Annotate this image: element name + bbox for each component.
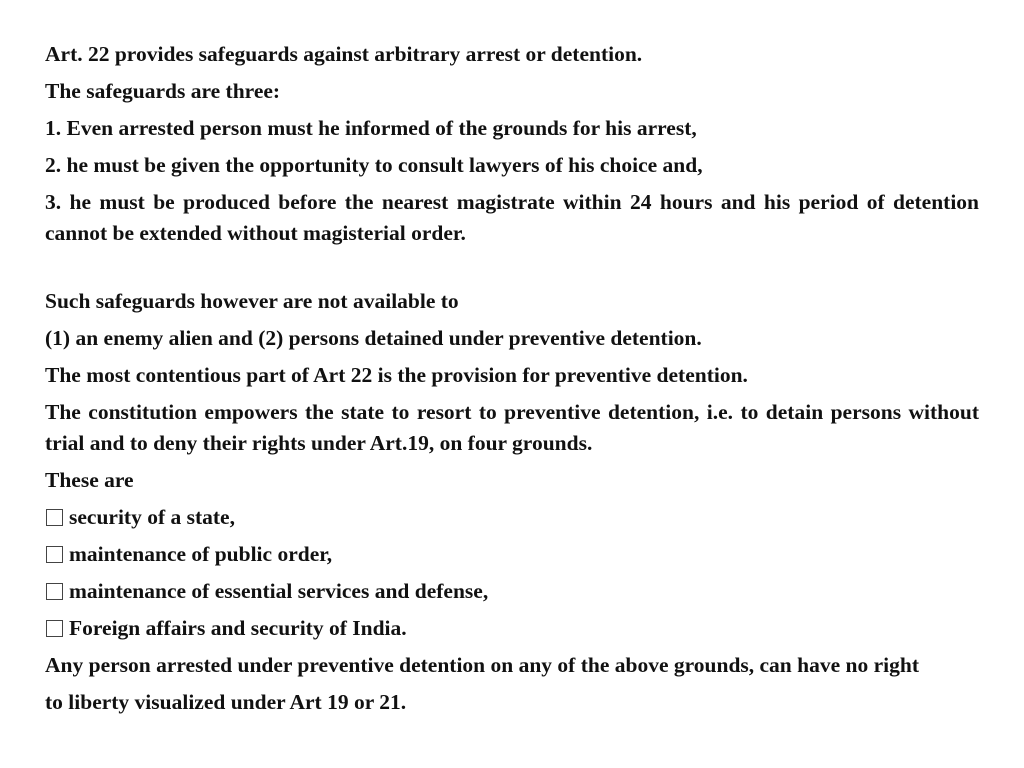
bullet-box-icon [46, 583, 63, 600]
safeguard-item-2: 2. he must be given the opportunity to consult lawyers of his choice and, [45, 153, 703, 177]
intro-line-2: The safeguards are three: [45, 79, 281, 103]
ground-item [45, 576, 979, 607]
ground-item [45, 502, 979, 533]
closing-paragraph: Any person arrested under preventive detention on any of the above grounds, can have no right [45, 653, 919, 677]
bullet-box-icon [46, 509, 63, 526]
exceptions-line-1: Such safeguards however are not available to [45, 289, 459, 313]
bullet-box-icon [46, 546, 63, 563]
ground-item-text: security of a state, [69, 505, 235, 529]
ground-item-text: maintenance of essential services and defense, [69, 579, 489, 603]
safeguard-item-1: 1. Even arrested person must he informed of the grounds for his arrest, [45, 116, 697, 140]
exceptions-line-2: (1) an enemy alien and (2) persons detained under preventive detention. [45, 326, 702, 350]
ground-item-text: maintenance of public order, [69, 542, 333, 566]
ground-item [45, 613, 979, 644]
safeguard-item-3: 3. he must be produced before the nearest magistrate within 24 hours and his period of detention cannot be extended without magisterial order. [45, 190, 979, 245]
ground-item-text: Foreign affairs and security of India. [69, 616, 407, 640]
these-are-label: These are [45, 468, 134, 492]
closing-last-line: to liberty visualized under Art 19 or 21. [45, 690, 407, 714]
intro-line-1: Art. 22 provides safeguards against arbitrary arrest or detention. [45, 42, 643, 66]
exceptions-line-3: The most contentious part of Art 22 is the provision for preventive detention. [45, 363, 748, 387]
document-page [45, 39, 979, 724]
paragraph-gap [45, 255, 979, 286]
bullet-box-icon [46, 620, 63, 637]
exceptions-paragraph: The constitution empowers the state to resort to preventive detention, i.e. to detain persons without trial and to deny their rights under Art.19, on four grounds. [45, 400, 979, 455]
ground-item [45, 539, 979, 570]
